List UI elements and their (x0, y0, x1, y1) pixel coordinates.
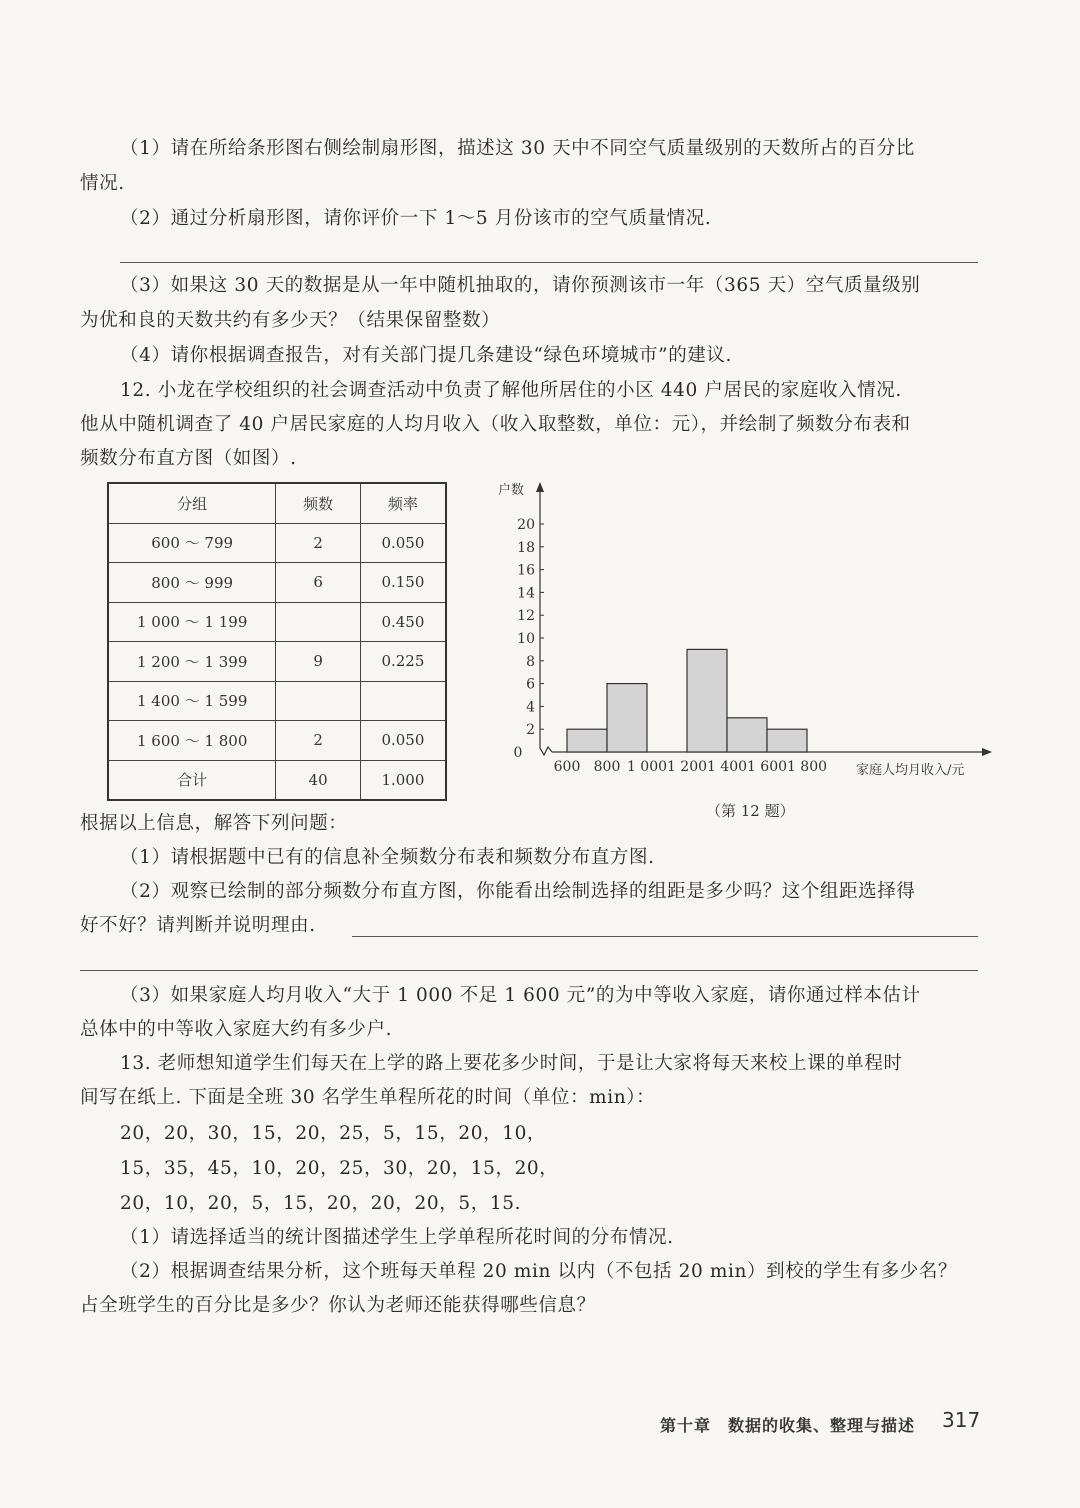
table-cell: 1 400 ～ 1 599 (108, 681, 276, 721)
problem13-data-line1: 20，20，30，15，20，25，5，15，20，10， (120, 1123, 547, 1144)
chapter-footer: 第十章 数据的收集、整理与描述 (660, 1416, 916, 1435)
problem12-q2-line2: 好不好？请判断并说明理由. (80, 915, 316, 936)
answer-line (120, 262, 978, 263)
problem12-intro-line3: 频数分布直方图（如图）. (80, 448, 297, 469)
table-cell: 合计 (108, 760, 276, 800)
y-axis-arrow (536, 482, 544, 492)
table-cell (360, 681, 446, 721)
y-axis-label: 户数 (498, 483, 525, 498)
table-cell: 1 200 ～ 1 399 (108, 642, 276, 682)
table-row (108, 642, 446, 682)
y-tick-label: 6 (526, 676, 535, 693)
page-number: 317 (942, 1408, 981, 1432)
frequency-table (107, 482, 447, 801)
y-tick-label: 4 (526, 699, 535, 716)
x-tick-label: 800 (593, 759, 621, 775)
table-cell: 9 (276, 642, 360, 682)
table-row (108, 721, 446, 761)
y-tick-label: 0 (513, 745, 523, 761)
histogram-chart (480, 470, 1000, 800)
table-cell: 1.000 (360, 760, 446, 800)
y-tick-label: 18 (517, 539, 535, 556)
table-cell: 800 ～ 999 (108, 563, 276, 603)
y-tick-label: 2 (526, 722, 535, 739)
axis-break (540, 740, 552, 755)
histogram-bar (727, 718, 767, 752)
histogram-bar (687, 649, 727, 752)
histogram-bar (767, 729, 807, 752)
answer-line (352, 936, 978, 937)
y-tick-label: 8 (526, 653, 535, 670)
histogram-bar (567, 729, 607, 752)
header-group: 分组 (108, 483, 276, 523)
problem12-lead: 根据以上信息，解答下列问题： (80, 813, 348, 834)
x-axis-arrow (982, 748, 992, 756)
x-tick-label: 600 (553, 759, 581, 775)
problem13-q2-line2: 占全班学生的百分比是多少？你认为老师还能获得哪些信息？ (80, 1295, 596, 1316)
q1-line1: （1）请在所给条形图右侧绘制扇形图，描述这 30 天中不同空气质量级别的天数所占的百分比 (120, 138, 915, 159)
q1-line2: 情况. (80, 173, 125, 194)
problem12-intro-line1: 12. 小龙在学校组织的社会调查活动中负责了解他所居住的小区 440 户居民的家庭收入情况. (120, 380, 902, 401)
table-cell: 1 600 ～ 1 800 (108, 721, 276, 761)
table-cell: 2 (276, 523, 360, 563)
problem12-q1: （1）请根据题中已有的信息补全频数分布表和频数分布直方图. (120, 847, 655, 868)
x-tick-label: 1 800 (786, 759, 828, 775)
problem13-q2-line1: （2）根据调查结果分析，这个班每天单程 20 min 以内（不包括 20 min）到校的学生有多少名？ (120, 1261, 958, 1282)
y-tick-label: 10 (517, 631, 535, 647)
problem12-q2-line1: （2）观察已绘制的部分频数分布直方图，你能看出绘制选择的组距是多少吗？这个组距选择得 (120, 881, 916, 902)
header-rate: 频率 (360, 483, 446, 523)
problem13-data-line3: 20，10，20，5，15，20，20，20，5，15. (120, 1193, 522, 1214)
problem13-data-line2: 15，35，45，10，20，25，30，20，15，20， (120, 1158, 559, 1179)
problem12-q3-line1: （3）如果家庭人均月收入“大于 1 000 不足 1 600 元”的为中等收入家庭，请你通过样本估计 (120, 985, 921, 1006)
answer-line (80, 970, 978, 971)
table-total-row (108, 760, 446, 800)
table-cell: 2 (276, 721, 360, 761)
q3-line1: （3）如果这 30 天的数据是从一年中随机抽取的，请你预测该市一年（365 天）空气质量级别 (120, 275, 921, 296)
x-axis-label: 家庭人均月收入/元 (856, 763, 965, 778)
table-cell (276, 681, 360, 721)
table-row (108, 602, 446, 642)
problem13-q1: （1）请选择适当的统计图描述学生上学单程所花时间的分布情况. (120, 1227, 674, 1248)
header-frequency: 频数 (276, 483, 360, 523)
table-cell: 6 (276, 563, 360, 603)
table-cell: 0.050 (360, 523, 446, 563)
problem13-intro-line2: 间写在纸上. 下面是全班 30 名学生单程所花的时间（单位：min）： (80, 1087, 656, 1108)
table-cell: 0.050 (360, 721, 446, 761)
table-header-row (108, 483, 446, 523)
table-cell: 1 000 ～ 1 199 (108, 602, 276, 642)
table-cell: 40 (276, 760, 360, 800)
table-cell: 0.225 (360, 642, 446, 682)
y-tick-label: 14 (517, 585, 535, 602)
problem12-intro-line2: 他从中随机调查了 40 户居民家庭的人均月收入（收入取整数，单位：元），并绘制了频数分布表和 (80, 414, 911, 435)
table-cell (276, 602, 360, 642)
y-tick-label: 16 (517, 562, 535, 579)
y-tick-label: 20 (517, 517, 535, 533)
x-tick-label: 1 000 (626, 759, 668, 775)
histogram-bar (607, 684, 647, 752)
table-row (108, 523, 446, 563)
problem12-q3-line2: 总体中的中等收入家庭大约有多少户. (80, 1019, 393, 1040)
problem13-intro-line1: 13. 老师想知道学生们每天在上学的路上要花多少时间，于是让大家将每天来校上课的单程时 (120, 1053, 903, 1074)
table-row (108, 563, 446, 603)
x-tick-label: 1 200 (666, 759, 708, 775)
q3-line2: 为优和良的天数共约有多少天？（结果保留整数） (80, 310, 501, 331)
y-tick-label: 12 (517, 608, 535, 625)
q2-text: （2）通过分析扇形图，请你评价一下 1～5 月份该市的空气质量情况. (120, 208, 712, 229)
q4-text: （4）请你根据调查报告，对有关部门提几条建设“绿色环境城市”的建议. (120, 345, 732, 366)
table-cell: 0.450 (360, 602, 446, 642)
x-tick-label: 1 600 (746, 759, 788, 775)
table-cell: 600 ～ 799 (108, 523, 276, 563)
table-row (108, 681, 446, 721)
figure-caption: （第 12 题） (706, 802, 795, 820)
table-cell: 0.150 (360, 563, 446, 603)
x-tick-label: 1 400 (706, 759, 748, 775)
